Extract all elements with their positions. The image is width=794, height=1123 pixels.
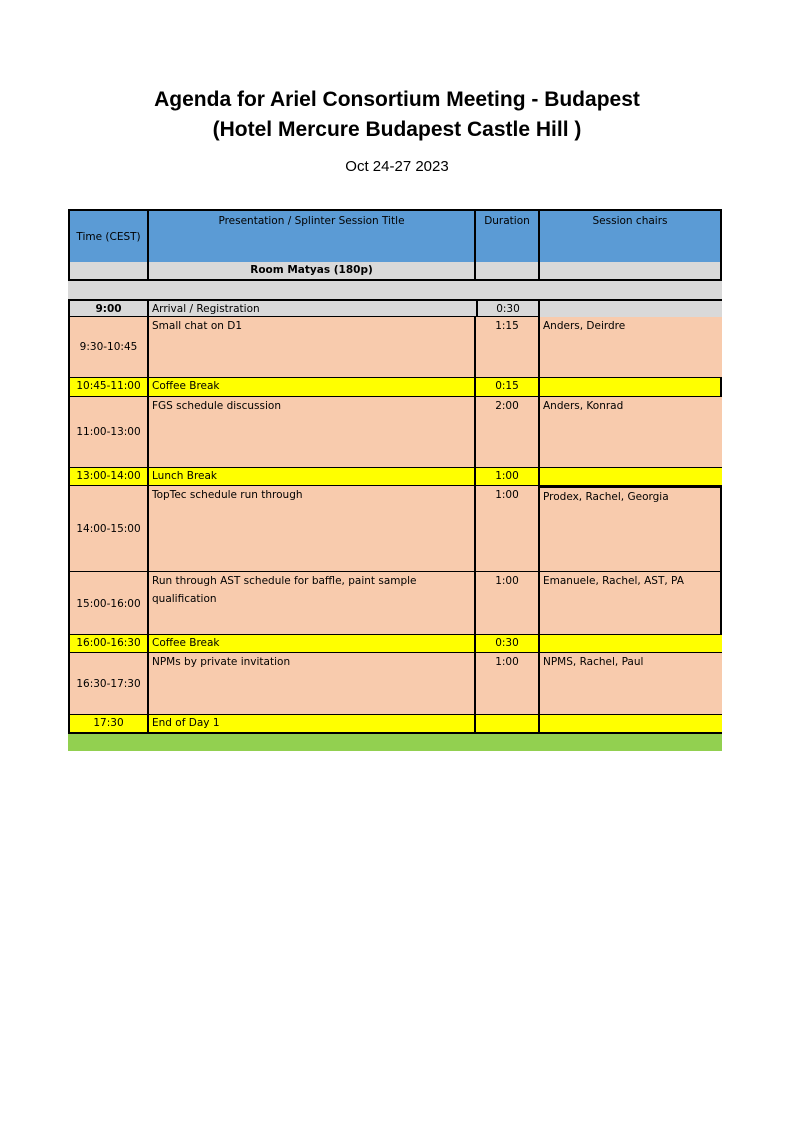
header-duration: Duration <box>476 209 540 264</box>
row-chairs: Anders, Konrad <box>540 397 722 469</box>
row-time: 9:30-10:45 <box>68 317 149 379</box>
row-title: FGS schedule discussion <box>149 397 476 469</box>
row-time: 16:00-16:30 <box>68 635 149 654</box>
row-time: 9:00 <box>68 299 149 318</box>
room-name: Room Matyas (180p) <box>149 262 476 281</box>
row-title: TopTec schedule run through <box>149 486 476 573</box>
row-duration: 2:00 <box>476 397 540 469</box>
row-duration: 0:30 <box>476 299 540 318</box>
footer-band <box>68 734 722 751</box>
row-chairs <box>540 299 722 318</box>
row-time: 10:45-11:00 <box>68 378 149 398</box>
row-chairs <box>540 468 722 487</box>
room-row-duration <box>476 262 540 281</box>
row-chairs: Anders, Deirdre <box>540 317 722 379</box>
row-chairs <box>540 635 722 654</box>
header-title: Presentation / Splinter Session Title <box>149 209 476 264</box>
spacer-row <box>68 281 722 299</box>
row-title: Arrival / Registration <box>149 299 476 318</box>
row-time: 16:30-17:30 <box>68 653 149 716</box>
row-title: Lunch Break <box>149 468 476 487</box>
row-title: NPMs by private invitation <box>149 653 476 716</box>
row-duration: 1:15 <box>476 317 540 379</box>
row-duration: 1:00 <box>476 653 540 716</box>
venue-title: (Hotel Mercure Budapest Castle Hill ) <box>212 118 582 141</box>
row-chairs <box>540 715 722 734</box>
row-duration: 0:30 <box>476 635 540 654</box>
row-duration: 1:00 <box>476 572 540 636</box>
row-title: Small chat on D1 <box>149 317 476 379</box>
room-row-time <box>68 262 149 281</box>
agenda-title: Agenda for Ariel Consortium Meeting - Budapest <box>154 88 640 111</box>
row-chairs: Prodex, Rachel, Georgia <box>540 486 722 573</box>
row-duration <box>476 715 540 734</box>
row-title: Run through AST schedule for baffle, paint sample qualification <box>149 572 476 636</box>
room-row-chairs <box>540 262 722 281</box>
row-title: Coffee Break <box>149 635 476 654</box>
header-chairs: Session chairs <box>540 209 722 264</box>
row-time: 13:00-14:00 <box>68 468 149 487</box>
header-time: Time (CEST) <box>68 209 149 264</box>
row-duration: 0:15 <box>476 378 540 398</box>
row-time: 11:00-13:00 <box>68 397 149 469</box>
row-time: 15:00-16:00 <box>68 572 149 636</box>
row-chairs: Emanuele, Rachel, AST, PA <box>540 572 722 636</box>
meeting-dates: Oct 24-27 2023 <box>345 158 449 175</box>
row-time: 17:30 <box>68 715 149 734</box>
row-duration: 1:00 <box>476 486 540 573</box>
row-time: 14:00-15:00 <box>68 486 149 573</box>
row-chairs <box>540 378 722 398</box>
row-chairs: NPMS, Rachel, Paul <box>540 653 722 716</box>
row-title: Coffee Break <box>149 378 476 398</box>
row-duration: 1:00 <box>476 468 540 487</box>
row-title: End of Day 1 <box>149 715 476 734</box>
